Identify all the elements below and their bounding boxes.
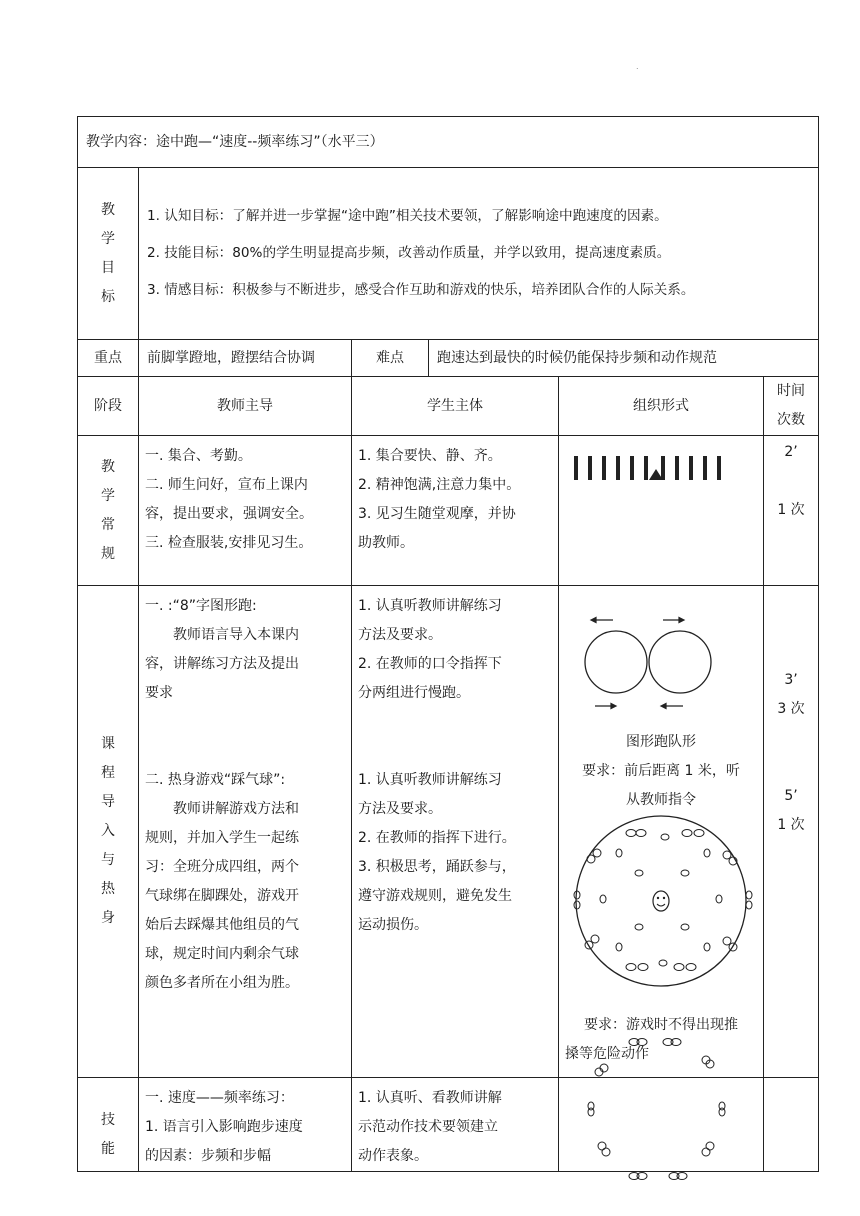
routine-stage: 教 学 常 规 <box>78 436 139 586</box>
warmup-organization: 图形跑队形 要求：前后距离 1 米，听 从教师指令 要求：游戏时不得出现推 搡等危险动作 <box>559 586 764 1078</box>
goals-content <box>139 168 819 340</box>
warmup-teacher: 一. :“8”字图形跑: 教师语言导入本课内 容，讲解练习方法及提出 要求 二. 热身游戏“踩气球”: 教师讲解游戏方法和 规则，并加入学生一起练 习：全班分成四组，两个 气球绑在脚踝处，游戏开 始后去踩爆其他组员的气 球，规定时间内剩余气球 颜色多者所在小组为胜。 <box>139 586 352 1078</box>
balloon-game-requirement: 要求：游戏时不得出现推 <box>584 1017 738 1033</box>
title-row <box>78 117 819 168</box>
header-organization: 组织形式 <box>559 377 764 436</box>
header-time: 时间 次数 <box>764 377 819 436</box>
skill-teacher: 一. 速度——频率练习： 1. 语言引入影响跑步速度 的因素：步频和步幅 <box>139 1078 352 1172</box>
header-row <box>78 377 819 436</box>
goal-cognitive: 1. 认知目标：了解并进一步掌握“途中跑”相关技术要领，了解影响途中跑速度的因素。 <box>147 208 668 224</box>
lesson-plan-table <box>77 116 819 1172</box>
line-formation-diagram <box>559 436 764 496</box>
goal-affective: 3. 情感目标：积极参与不断进步，感受合作互助和游戏的快乐，培养团队合作的人际关系。 <box>147 282 695 298</box>
warmup-stage: 课 程 导 入 与 热 身 <box>78 586 139 1078</box>
player-icons <box>574 830 752 971</box>
teacher-smiley-icon <box>653 891 669 911</box>
routine-row <box>78 436 819 586</box>
frequency-formation-diagram <box>582 1034 782 1184</box>
lesson-title: 教学内容：途中跑—“速度--频率练习”（水平三） <box>78 117 819 168</box>
balloon-game-diagram <box>559 815 764 995</box>
header-teacher: 教师主导 <box>139 377 352 436</box>
figure-run-caption: 图形跑队形 <box>626 734 696 750</box>
routine-student: 1. 集合要快、静、齐。 2. 精神饱满,注意力集中。 3. 见习生随堂观摩，并协 助教师。 <box>352 436 559 586</box>
routine-teacher: 一. 集合、考勤。 二. 师生问好，宣布上课内 容，提出要求，强调安全。 三. 检查服装,安排见习生。 <box>139 436 352 586</box>
warmup-student: 1. 认真听教师讲解练习 方法及要求。 2. 在教师的口令指挥下 分两组进行慢跑。 1. 认真听教师讲解练习 方法及要求。 2. 在教师的指挥下进行。 3. 积极思考，踊跃参与， 遵守游戏规则，避免发生 运动损伤。 <box>352 586 559 1078</box>
difficult-point-value: 跑速达到最快的时候仍能保持步频和动作规范 <box>429 340 819 377</box>
skill-stage: 技 能 <box>78 1078 139 1172</box>
difficult-point-label: 难点 <box>352 340 429 377</box>
warmup-row <box>78 586 819 1078</box>
routine-organization <box>559 436 764 586</box>
skill-student: 1. 认真听、看教师讲解 示范动作技术要领建立 动作表象。 <box>352 1078 559 1172</box>
warmup-time: 3’ 3 次 5’ 1 次 <box>764 586 819 1078</box>
key-point-label: 重点 <box>78 340 139 377</box>
direction-arrows <box>591 618 684 709</box>
key-point-value: 前脚掌蹬地，蹬摆结合协调 <box>139 340 352 377</box>
figure-run-requirement: 要求：前后距离 1 米，听 <box>582 763 740 779</box>
header-student: 学生主体 <box>352 377 559 436</box>
right-loop <box>649 631 711 693</box>
routine-time: 2’ 1 次 <box>764 436 819 586</box>
goal-skill: 2. 技能目标：80%的学生明显提高步频，改善动作质量，并学以致用，提高速度素质。 <box>147 245 671 261</box>
figure-eight-diagram <box>559 586 764 722</box>
left-loop <box>585 631 647 693</box>
goals-label: 教 学 目 标 <box>78 168 139 340</box>
student-figures <box>574 456 721 480</box>
teacher-triangle-icon <box>649 469 663 480</box>
key-points-row <box>78 340 819 377</box>
runner-icons <box>588 1039 725 1180</box>
header-dot: . <box>636 62 639 71</box>
goals-row <box>78 168 819 340</box>
header-stage: 阶段 <box>78 377 139 436</box>
